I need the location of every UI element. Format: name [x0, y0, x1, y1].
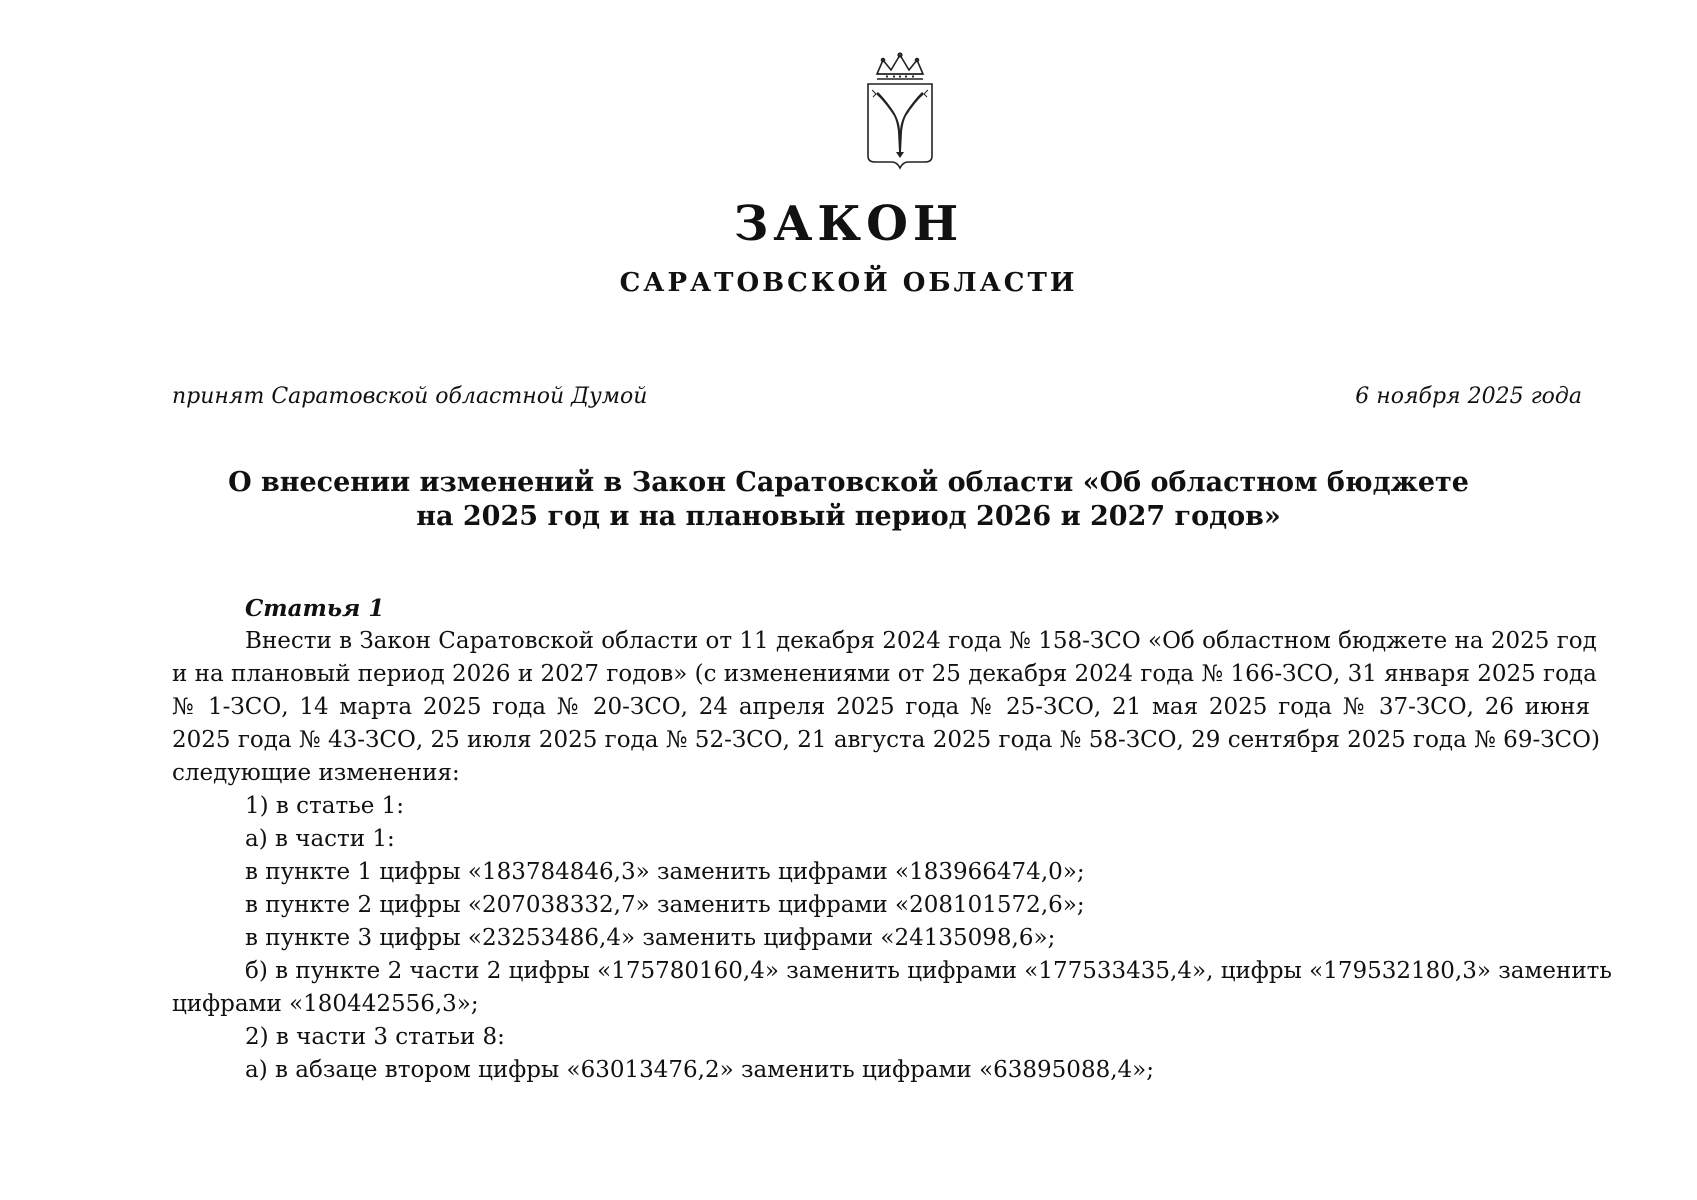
list-item: а) в абзаце втором цифры «63013476,2» заменить цифрами «63895088,4»; [245, 1057, 1154, 1083]
document-type-heading: ЗАКОН [733, 196, 964, 252]
paragraph-line: б) в пункте 2 части 2 цифры «175780160,4» заменить цифрами «177533435,4», цифры «179532180,3» заменить [245, 958, 1612, 984]
adoption-date: 6 ноября 2025 года [1355, 384, 1582, 409]
saratov-coat-of-arms-icon [863, 52, 937, 170]
list-item: а) в части 1: [245, 826, 395, 852]
law-title-line: на 2025 год и на плановый период 2026 и 2027 годов» [416, 501, 1281, 532]
article-heading: Статья 1 [245, 595, 385, 622]
region-heading: САРАТОВСКОЙ ОБЛАСТИ [619, 268, 1078, 298]
paragraph-line: и на плановый период 2026 и 2027 годов» (с изменениями от 25 декабря 2024 года № 166-ЗСО, 31 января 2025 года [172, 661, 1597, 687]
paragraph-line: 2025 года № 43-ЗСО, 25 июля 2025 года № 52-ЗСО, 21 августа 2025 года № 58-ЗСО, 29 сентября 2025 года № 69-ЗСО) [172, 727, 1600, 753]
paragraph-line: № 1-ЗСО, 14 марта 2025 года № 20-ЗСО, 24 апреля 2025 года № 25-ЗСО, 21 мая 2025 года № 37-ЗСО, 26 июня [172, 694, 1590, 720]
list-item: в пункте 3 цифры «23253486,4» заменить цифрами «24135098,6»; [245, 925, 1056, 951]
law-title-line: О внесении изменений в Закон Саратовской области «Об областном бюджете [228, 467, 1469, 498]
paragraph-line: цифрами «180442556,3»; [172, 991, 479, 1017]
paragraph-line: Внести в Закон Саратовской области от 11 декабря 2024 года № 158-ЗСО «Об областном бюджете на 2025 год [245, 628, 1597, 654]
law-title [0, 466, 1697, 534]
list-item: 2) в части 3 статьи 8: [245, 1024, 505, 1050]
paragraph-line: следующие изменения: [172, 760, 460, 786]
list-item: в пункте 1 цифры «183784846,3» заменить цифрами «183966474,0»; [245, 859, 1085, 885]
list-item: 1) в статье 1: [245, 793, 405, 819]
list-item: в пункте 2 цифры «207038332,7» заменить цифрами «208101572,6»; [245, 892, 1085, 918]
adopted-by-text: принят Саратовской областной Думой [172, 384, 648, 409]
article-body [172, 592, 1612, 1087]
list-item [172, 955, 1612, 1021]
article-intro-paragraph [172, 625, 1600, 790]
